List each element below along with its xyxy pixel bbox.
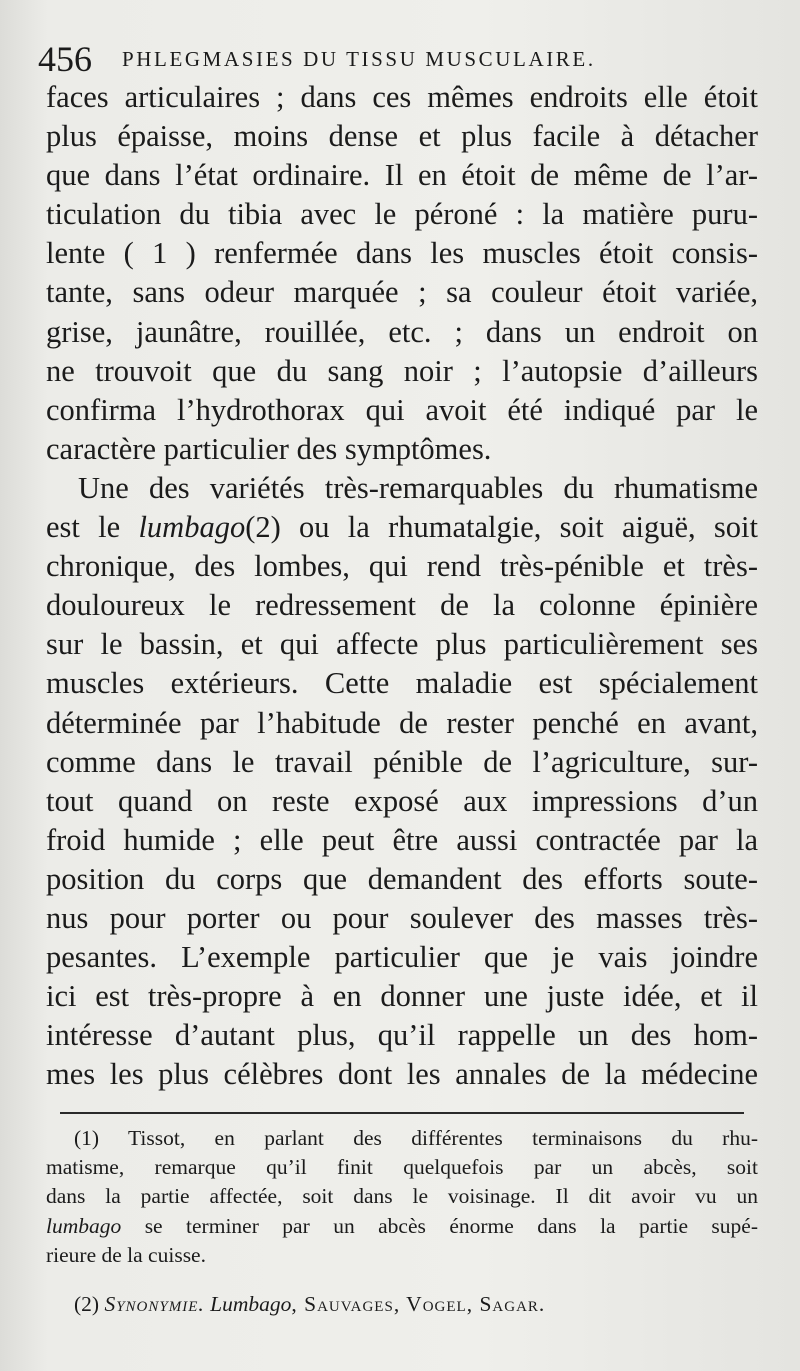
text-line: lente ( 1 ) renfermée dans les muscles étoit consis-: [46, 236, 758, 271]
text-segment: (2) ou la rhumatalgie, soit aiguë, soit: [245, 510, 758, 545]
text-segment: est le: [46, 510, 139, 545]
footnote-marker: (2): [74, 1291, 105, 1316]
footnote-line: (1) Tissot, en parlant des différentes terminaisons du rhu-: [74, 1126, 758, 1150]
text-line: intéresse d’autant plus, qu’il rappelle un des hom-: [46, 1018, 758, 1053]
text-line: nus pour porter ou pour soulever des masses très-: [46, 900, 758, 935]
text-line: plus épaisse, moins dense et plus facile à détacher: [46, 119, 758, 154]
text-line: grise, jaunâtre, rouillée, etc. ; dans un endroit on: [46, 314, 758, 349]
text-line: confirma l’hydrothorax qui avoit été indiqué par le: [46, 392, 758, 427]
page-number: 456: [38, 39, 92, 79]
text-line: froid humide ; elle peut être aussi contractée par la: [46, 822, 758, 857]
text-line: chronique, des lombes, qui rend très-pénible et très-: [46, 549, 758, 584]
text-line: pesantes. L’exemple particulier que je vais joindre: [46, 940, 758, 975]
text-line: muscles extérieurs. Cette maladie est spécialement: [46, 666, 758, 701]
footnote-2: [46, 1290, 758, 1319]
text-line: ne trouvoit que du sang noir ; l’autopsie d’ailleurs: [46, 353, 758, 388]
synonymie-label: Synonymie.: [104, 1291, 205, 1316]
text-line: déterminée par l’habitude de rester penché en avant,: [46, 705, 758, 740]
text-line: ticulation du tibia avec le péroné : la matière puru-: [46, 197, 758, 232]
text-line: mes les plus célèbres dont les annales de la médecine: [46, 1057, 758, 1092]
italic-term: lumbago: [138, 510, 246, 545]
text-line: caractère particulier des symptômes.: [46, 431, 492, 466]
footnote-line-with-italic: [46, 1212, 758, 1241]
italic-term: Lumbago: [210, 1291, 292, 1316]
text-line: tante, sans odeur marquée ; sa couleur étoit variée,: [46, 275, 758, 310]
text-segment: se terminer par un abcès énorme dans la partie supé-: [121, 1213, 758, 1238]
author-list: , Sauvages, Vogel, Sagar.: [291, 1291, 546, 1316]
footnote-line: matisme, remarque qu’il finit quelquefois par un abcès, soit: [46, 1155, 758, 1180]
text-line: comme dans le travail pénible de l’agriculture, sur-: [46, 744, 758, 779]
text-line: douloureux le redressement de la colonne épinière: [46, 588, 758, 623]
footnote-line: rieure de la cuisse.: [46, 1242, 206, 1267]
text-line: position du corps que demandent des efforts soute-: [46, 861, 758, 896]
main-text: [46, 78, 758, 1094]
text-line: sur le bassin, et qui affecte plus particulièrement ses: [46, 627, 758, 662]
text-line-with-italic: [46, 508, 758, 547]
italic-term: lumbago: [46, 1213, 122, 1238]
text-line: que dans l’état ordinaire. Il en étoit de même de l’ar-: [46, 158, 758, 193]
text-line: tout quand on reste exposé aux impressions d’un: [46, 783, 758, 818]
running-title: PHLEGMASIES DU TISSU MUSCULAIRE.: [122, 47, 596, 71]
paragraph-start-line: Une des variétés très-remarquables du rhumatisme: [78, 470, 758, 505]
footnote-line: dans la partie affectée, soit dans le voisinage. Il dit avoir vu un: [46, 1184, 758, 1209]
page-header: [38, 34, 778, 84]
text-line: ici est très-propre à en donner une juste idée, et il: [46, 979, 758, 1014]
footnote-rule: [60, 1112, 744, 1114]
footnotes: [46, 1124, 758, 1319]
text-line: faces articulaires ; dans ces mêmes endroits elle étoit: [46, 80, 758, 114]
